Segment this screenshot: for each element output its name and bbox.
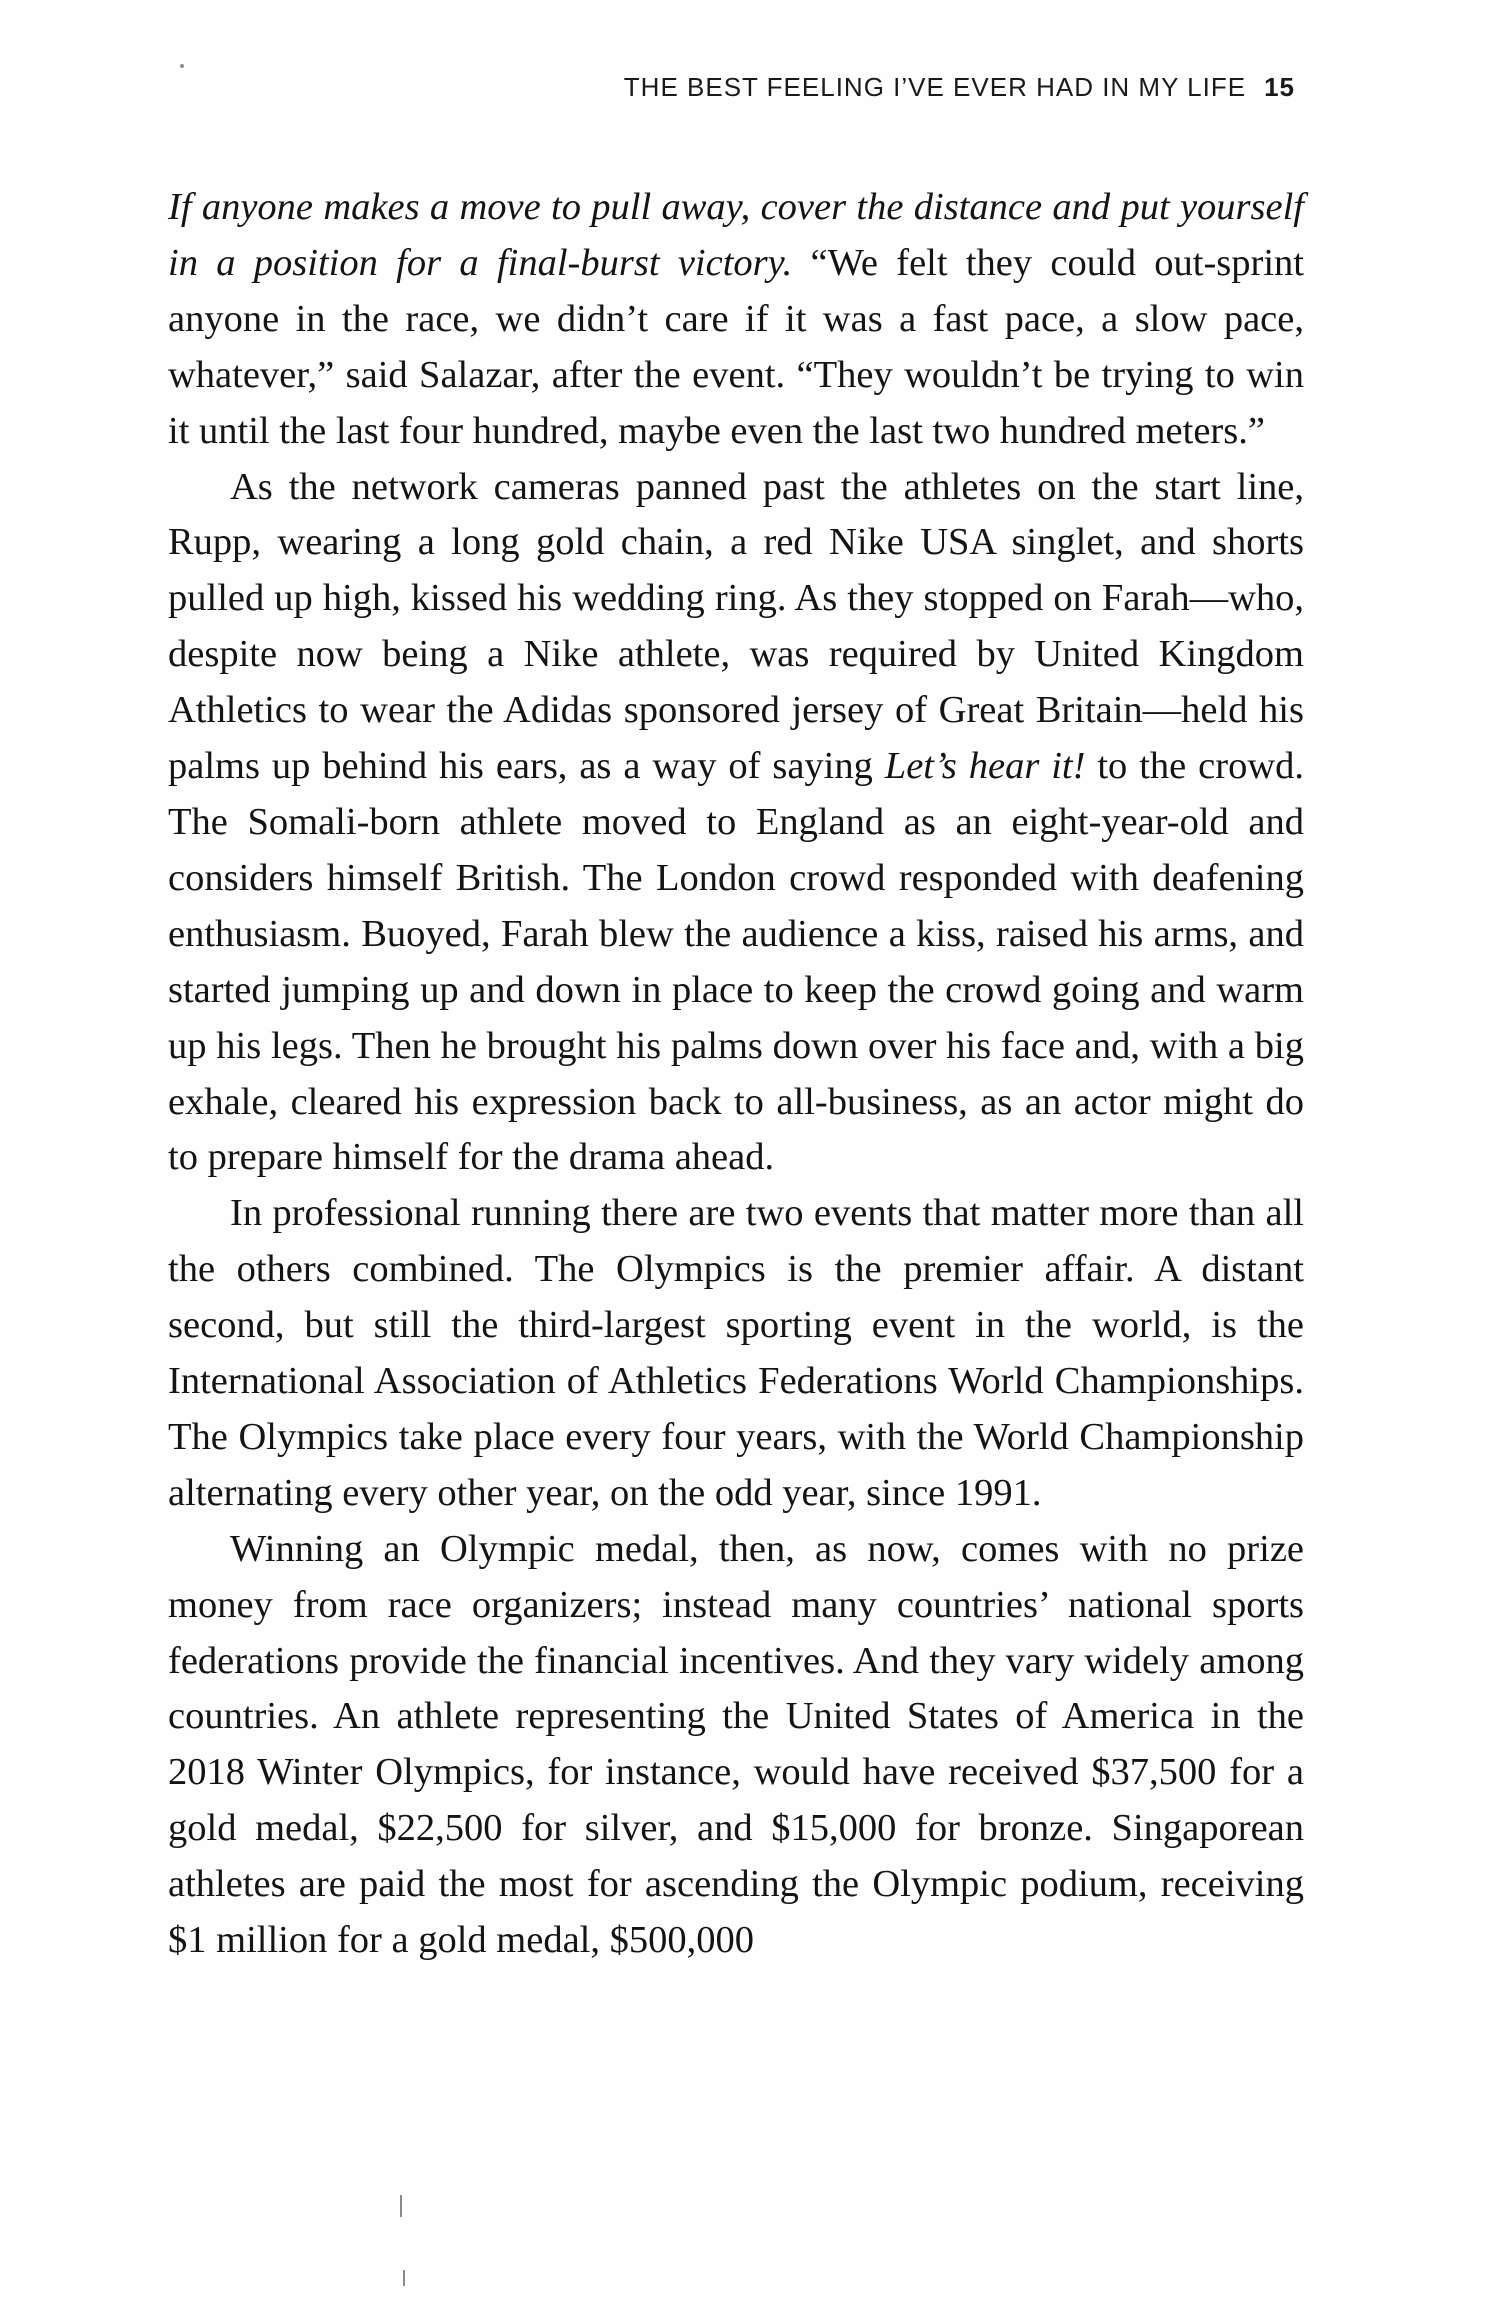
paragraph-1	[168, 180, 1304, 460]
scan-speck	[180, 64, 184, 68]
paragraph-4: Winning an Olympic medal, then, as now, comes with no prize money from race organizers; instead many countries’ national sports federations provide the financial incentives. And they vary widely among countries. An athlete representing the United States of America in the 2018 Winter Olympics, for instance, would have received $37,500 for a gold medal, $22,500 for silver, and $15,000 for bronze. Singaporean athletes are paid the most for ascending the Olympic podium, receiving $1 million for a gold medal, $500,000	[168, 1527, 1304, 1962]
scan-mark	[400, 2195, 402, 2217]
scan-mark	[403, 2270, 405, 2286]
page-number: 15	[1264, 72, 1295, 102]
paragraph-2	[168, 460, 1304, 1187]
running-header	[624, 72, 1295, 103]
paragraph-3: In professional running there are two events that matter more than all the others combined. The Olympics is the premier affair. A distant second, but still the third-largest sporting event in the world, is the International Association of Athletics Federations World Championships. The Olympics take place every four years, with the World Championship alternating every other year, on the odd year, since 1991.	[168, 1192, 1304, 1514]
body-text	[168, 180, 1304, 1969]
paragraph-2-italic: Let’s hear it!	[884, 745, 1086, 788]
running-title: THE BEST FEELING I’VE EVER HAD IN MY LIFE	[623, 72, 1247, 102]
paragraph-1-text: “We felt they could out-sprint anyone in the race, we didn’t care if it was a fast pace, a slow pace, whatever,” said Salazar, after the event. “They wouldn’t be trying to win it until the last four hundred, maybe even the last two hundred meters.”	[168, 241, 1304, 452]
paragraph-2-text-a: As the network cameras panned past the athletes on the start line, Rupp, wearing a long gold chain, a red Nike USA singlet, and shorts pulled up high, kissed his wedding ring. As they stopped on Farah—who, despite now being a Nike athlete, was required by United Kingdom Athletics to wear the Adidas sponsored jersey of Great Britain—held his palms up behind his ears, as a way of saying	[168, 465, 1304, 788]
paragraph-2-text-b: to the crowd. The Somali-born athlete moved to England as an eight-year-old and considers himself British. The London crowd responded with deafening enthusiasm. Buoyed, Farah blew the audience a kiss, raised his arms, and started jumping up and down in place to keep the crowd going and warm up his legs. Then he brought his palms down over his face and, with a big exhale, cleared his expression back to all-business, as an actor might do to prepare himself for the drama ahead.	[168, 745, 1305, 1179]
paragraph-1-italic-lead: If anyone makes a move to pull away, cover the distance and put yourself in a position for a final-burst victory.	[168, 186, 1304, 284]
